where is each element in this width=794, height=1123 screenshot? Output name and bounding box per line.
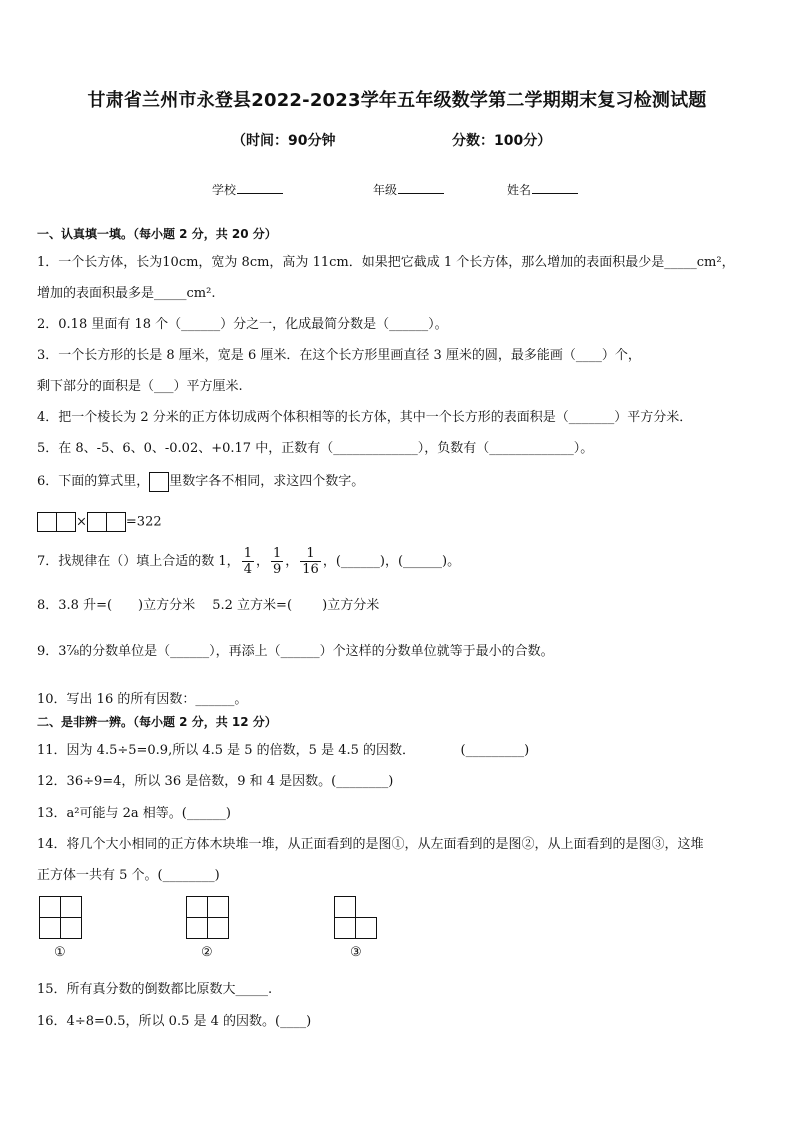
grade-label: 年级 (373, 183, 398, 197)
school-label: 学校 (212, 183, 237, 197)
section-1-heading: 一、认真填一填。（每小题 2 分，共 20 分） (37, 227, 277, 241)
figure-left-view (186, 896, 232, 942)
question-6 (37, 470, 364, 492)
exam-time: （时间：90分钟 (232, 133, 336, 149)
question-6-equation (37, 512, 162, 532)
separator: ， (285, 554, 299, 569)
figure-front-view (39, 896, 85, 942)
cube-face (39, 917, 61, 939)
question-1-line-1: 1．一个长方体，长为10cm，宽为 8cm，高为 11cm．如果把它截成 1 个长方体，那么增加的表面积最少是_____cm²， (37, 255, 735, 270)
question-2: 2．0.18 里面有 18 个（______）分之一，化成最简分数是（______）。 (37, 317, 448, 332)
equation-result: =322 (125, 514, 162, 530)
question-11: 11．因为 4.5÷5=0.9,所以 4.5 是 5 的倍数，5 是 4.5 的因数． (_________) (37, 743, 530, 758)
cube-face (60, 896, 82, 918)
question-7-suffix: ，(______)，(______)。 (322, 554, 461, 569)
digit-box[interactable] (56, 512, 76, 532)
question-14-line-2: 正方体一共有 5 个。(________) (37, 868, 220, 883)
exam-score: 分数：100分） (452, 133, 552, 149)
grade-blank[interactable] (398, 181, 444, 194)
fraction-1-16: $\frac{1}{16}$ (302, 546, 319, 577)
question-5: 5．在 8、-5、6、0、-0.02、+0.17 中，正数有（_____________），负数有（_____________）。 (37, 441, 594, 456)
fraction-1-9: $\frac{1}{9}$ (272, 546, 282, 577)
school-field (212, 181, 283, 198)
figure-label-1: ① (54, 945, 66, 960)
grade-field (373, 181, 444, 198)
cube-face (60, 917, 82, 939)
question-7 (37, 546, 460, 577)
cube-face (355, 917, 377, 939)
question-1-line-2: 增加的表面积最多是_____cm². (37, 286, 216, 301)
question-14-line-1: 14．将几个大小相同的正方体木块堆一堆，从正面看到的是图①，从左面看到的是图②，从上面看到的是图③，这堆 (37, 837, 704, 852)
section-2-heading: 二、是非辨一辨。（每小题 2 分，共 12 分） (37, 715, 277, 729)
question-15: 15．所有真分数的倒数都比原数大_____. (37, 982, 273, 997)
cube-face (186, 896, 208, 918)
separator: ， (255, 554, 269, 569)
cube-face (186, 917, 208, 939)
question-9: 9．3⅞的分数单位是（______），再添上（______）个这样的分数单位就等于最小的合数。 (37, 644, 554, 659)
digit-box[interactable] (106, 512, 126, 532)
cube-face (39, 896, 61, 918)
question-12: 12．36÷9=4，所以 36 是倍数，9 和 4 是因数。(________) (37, 774, 394, 789)
question-13: 13．a²可能与 2a 相等。(______) (37, 806, 231, 821)
name-field (507, 181, 578, 198)
question-16: 16．4÷8=0.5，所以 0.5 是 4 的因数。(____) (37, 1014, 312, 1029)
question-10: 10．写出 16 的所有因数：______。 (37, 692, 248, 707)
question-7-prefix: 7．找规律在（）填上合适的数 1， (37, 554, 240, 569)
cube-face (207, 917, 229, 939)
school-blank[interactable] (237, 181, 283, 194)
exam-title: 甘肃省兰州市永登县2022-2023学年五年级数学第二学期期末复习检测试题 (87, 90, 707, 111)
question-4: 4．把一个棱长为 2 分米的正方体切成两个体积相等的长方体，其中一个长方形的表面积是（_______）平方分米． (37, 410, 693, 425)
question-3-line-2: 剩下部分的面积是（___）平方厘米. (37, 379, 243, 394)
times-sign: × (76, 514, 87, 530)
name-blank[interactable] (532, 181, 578, 194)
fraction-1-4: $\frac{1}{4}$ (243, 546, 252, 577)
cube-face (334, 917, 356, 939)
answer-box-icon (149, 472, 169, 492)
digit-box[interactable] (87, 512, 107, 532)
question-3-line-1: 3．一个长方形的长是 8 厘米，宽是 6 厘米．在这个长方形里画直径 3 厘米的圆，最多能画（____）个， (37, 348, 641, 363)
question-8: 8．3.8 升=( )立方分米 5.2 立方米=( )立方分米 (37, 598, 380, 613)
figure-label-3: ③ (350, 945, 362, 960)
name-label: 姓名 (507, 183, 532, 197)
question-6-prefix: 6．下面的算式里， (37, 474, 150, 489)
figure-top-view (334, 896, 380, 942)
question-6-suffix: 里数字各不相同，求这四个数字。 (169, 474, 365, 489)
figure-label-2: ② (201, 945, 213, 960)
cube-face (334, 896, 356, 918)
cube-face (207, 896, 229, 918)
digit-box[interactable] (37, 512, 57, 532)
